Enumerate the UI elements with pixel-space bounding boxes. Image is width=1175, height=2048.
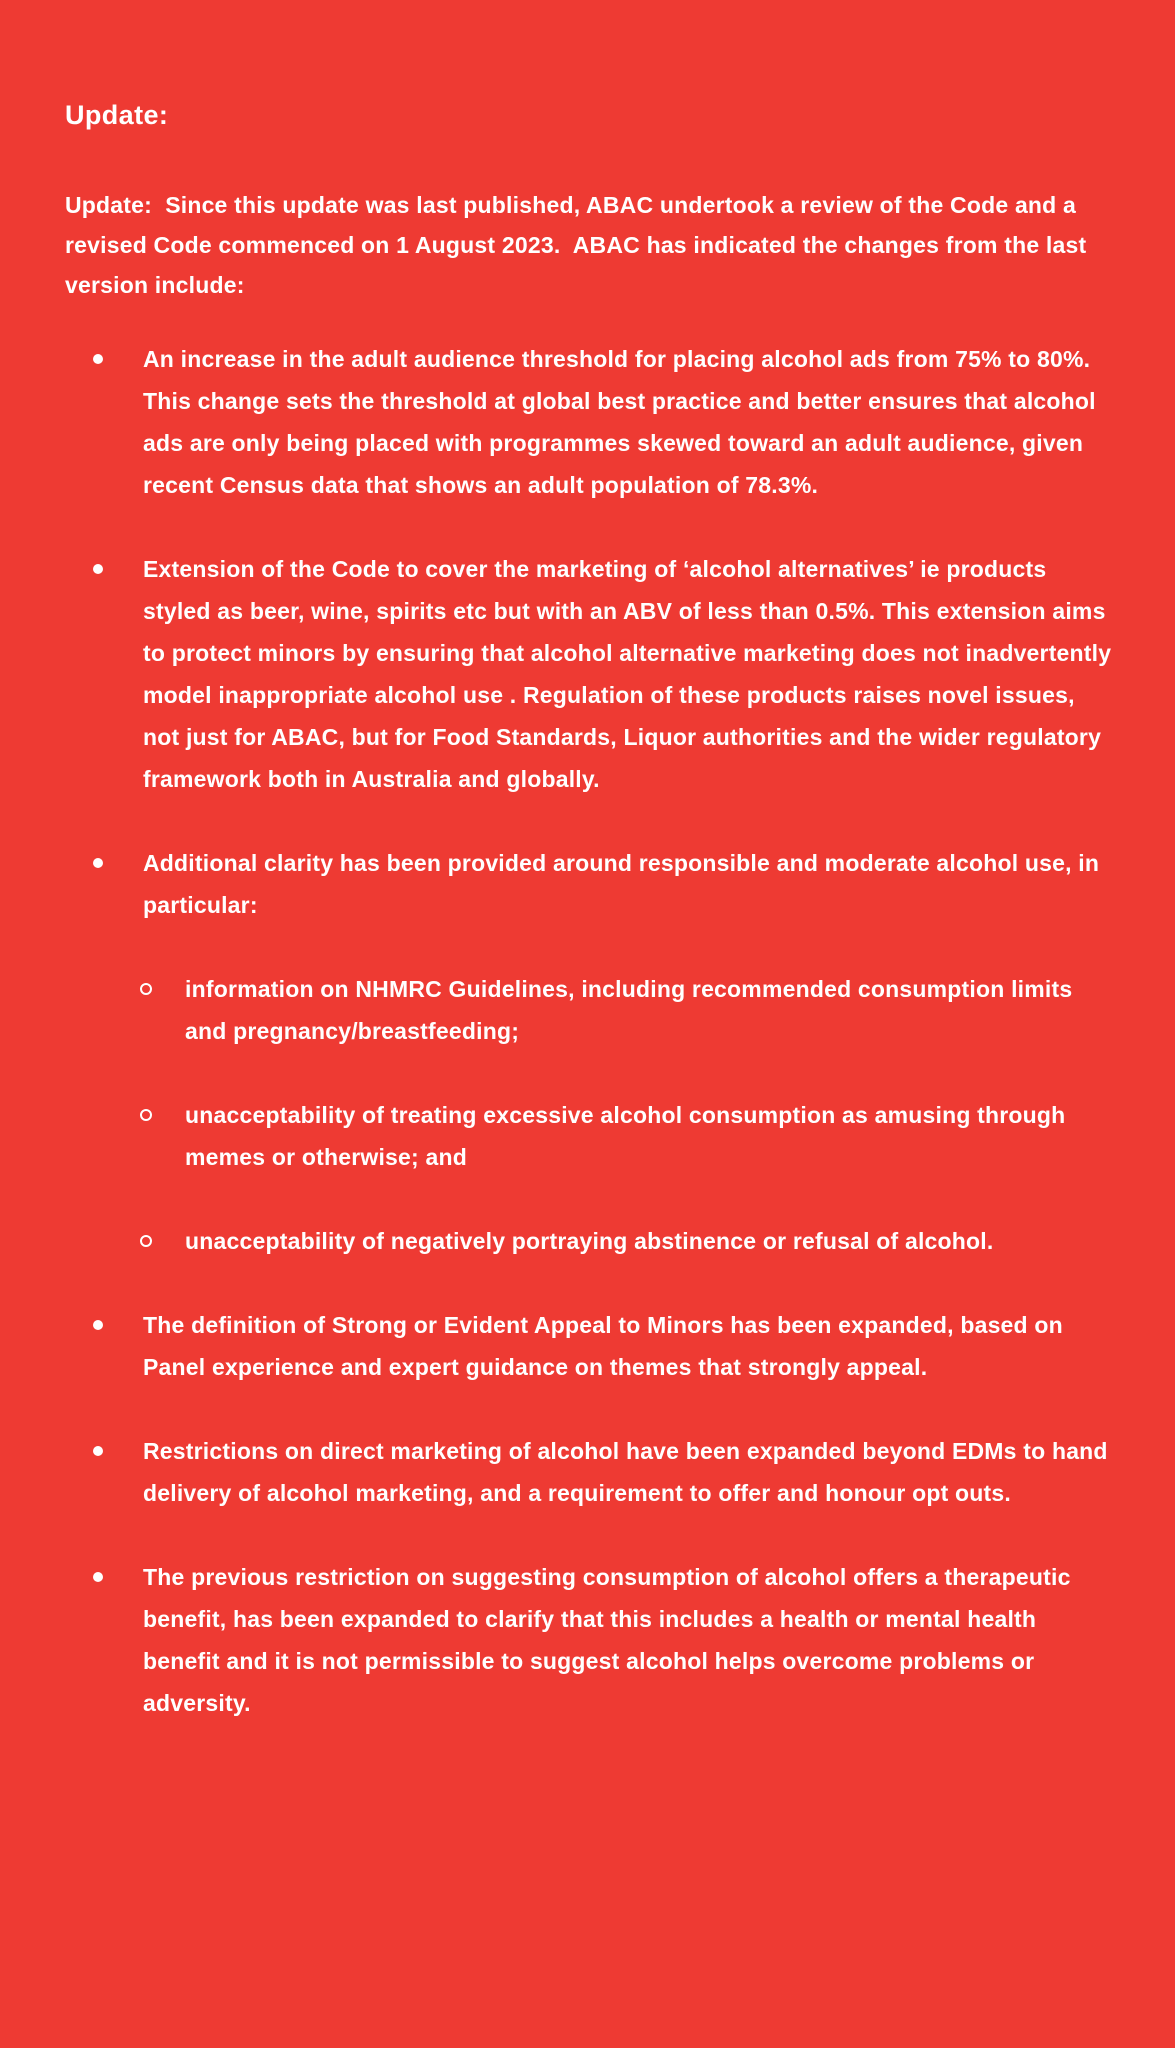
sub-list-item xyxy=(140,1094,1117,1178)
sub-list-item-text: unacceptability of negatively portraying abstinence or refusal of alcohol. xyxy=(185,1228,994,1254)
list-item-text: Extension of the Code to cover the marketing of ‘alcohol alternatives’ ie products styled as beer, wine, spirits etc but with an ABV of less than 0.5%. This extension aims to protect minors by ensuring that alcohol alternative marketing does not inadvertently model inappropriate alcohol use . Regulation of these products raises novel issues, not just for ABAC, but for Food Standards, Liquor authorities and the wider regulatory framework both in Australia and globally. xyxy=(143,556,1118,792)
bullet-dot-icon xyxy=(93,564,103,574)
list-item xyxy=(93,338,1117,506)
list-item-text: The definition of Strong or Evident Appeal to Minors has been expanded, based on Panel experience and expert guidance on themes that strongly appeal. xyxy=(143,1312,1070,1380)
list-item-text: The previous restriction on suggesting consumption of alcohol offers a therapeutic benefit, has been expanded to clarify that this includes a health or mental health benefit and it is not permissible to suggest alcohol helps overcome problems or adversity. xyxy=(143,1564,1078,1716)
intro-paragraph: Update: Since this update was last published, ABAC undertook a review of the Code and a revised Code commenced on 1 August 2023. ABAC has indicated the changes from the last version include: xyxy=(65,192,1093,298)
bullet-dot-icon xyxy=(93,1446,103,1456)
bullet-dot-icon xyxy=(93,1572,103,1582)
list-item xyxy=(93,1304,1117,1388)
bullet-circle-icon xyxy=(140,1109,152,1121)
marker-box xyxy=(93,338,143,364)
list-item-text: Restrictions on direct marketing of alcohol have been expanded beyond EDMs to hand delivery of alcohol marketing, and a requirement to offer and honour opt outs. xyxy=(143,1438,1115,1506)
bullet-circle-icon xyxy=(140,1235,152,1247)
marker-box xyxy=(93,1304,143,1330)
list-item-text: An increase in the adult audience threshold for placing alcohol ads from 75% to 80%. This change sets the threshold at global best practice and better ensures that alcohol ads are only being placed with programmes skewed toward an adult audience, given recent Census data that shows an adult population of 78.3%. xyxy=(143,346,1103,498)
list-item xyxy=(93,548,1117,800)
marker-box xyxy=(93,1556,143,1582)
marker-box xyxy=(93,842,143,868)
bullet-dot-icon xyxy=(93,1320,103,1330)
list-item-text: Additional clarity has been provided around responsible and moderate alcohol use, in particular: xyxy=(143,850,1106,918)
list-item xyxy=(93,842,1117,926)
sub-list-item xyxy=(140,1220,1117,1262)
bullet-dot-icon xyxy=(93,354,103,364)
sub-list-item xyxy=(140,968,1117,1052)
marker-box xyxy=(140,1220,185,1247)
bullet-dot-icon xyxy=(93,858,103,868)
changes-list xyxy=(65,338,1117,1724)
sub-list-item-text: unacceptability of treating excessive alcohol consumption as amusing through memes or otherwise; and xyxy=(185,1102,1073,1170)
sub-list-item-text: information on NHMRC Guidelines, including recommended consumption limits and pregnancy/breastfeeding; xyxy=(185,976,1079,1044)
list-item xyxy=(93,1556,1117,1724)
page-title: Update: xyxy=(65,100,169,130)
marker-box xyxy=(93,1430,143,1456)
bullet-circle-icon xyxy=(140,983,152,995)
list-item xyxy=(93,1430,1117,1514)
marker-box xyxy=(140,1094,185,1121)
marker-box xyxy=(140,968,185,995)
marker-box xyxy=(93,548,143,574)
